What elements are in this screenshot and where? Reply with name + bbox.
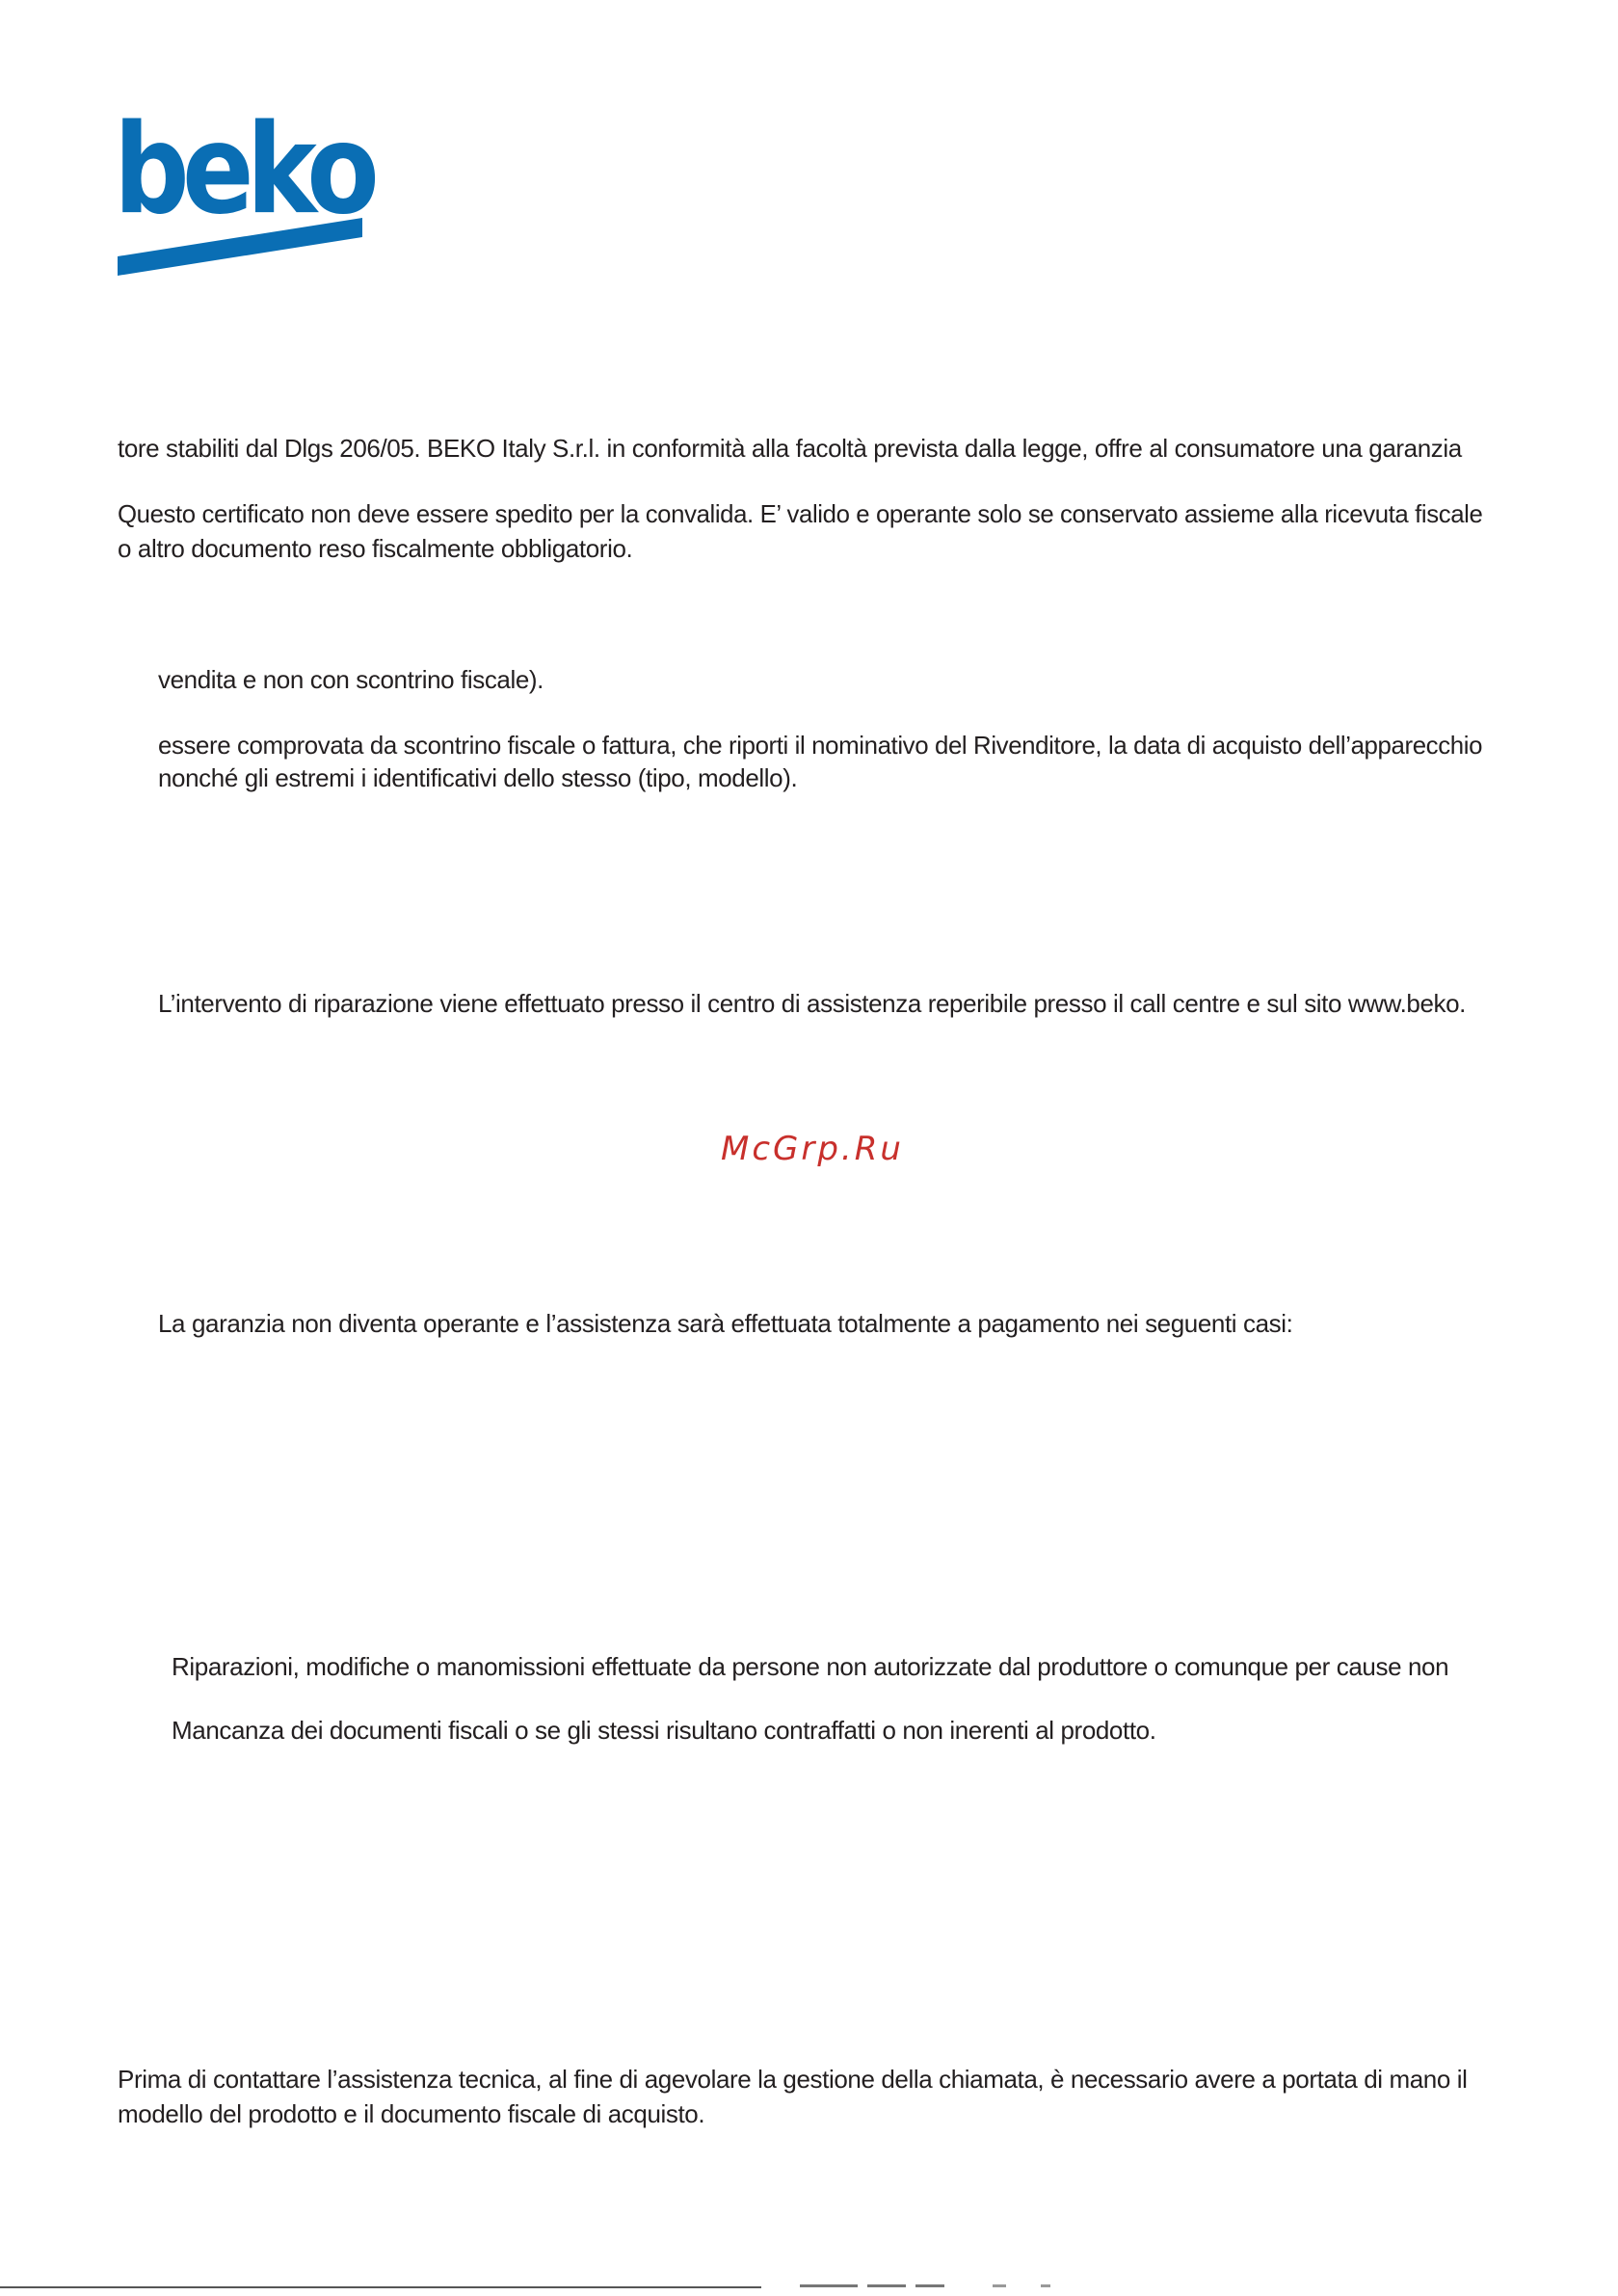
beko-logo-wordmark: beko	[114, 98, 376, 242]
bottom-divider	[0, 2286, 761, 2288]
paragraph-sale-receipt: vendita e non con scontrino fiscale).	[158, 665, 544, 694]
paragraph-contact-line-1: Prima di contattare l’assistenza tecnica, al fine di agevolare la gestione della chiamata, è necessario avere a portata di mano il	[118, 2065, 1468, 2094]
watermark: McGrp.Ru	[721, 1130, 904, 1168]
paragraph-certificate-line-1: Questo certificato non deve essere spedito per la convalida. E’ valido e operante solo se conservato assieme alla ricevuta fiscale	[118, 499, 1483, 528]
paragraph-proof-line-1: essere comprovata da scontrino fiscale o fattura, che riporti il nominativo del Rivenditore, la data di acquisto dell’apparecchio	[158, 731, 1483, 760]
paragraph-paid-assistance: La garanzia non diventa operante e l’assistenza sarà effettuata totalmente a pagamento nei seguenti casi:	[158, 1309, 1293, 1338]
paragraph-repair-service: L’intervento di riparazione viene effettuato presso il centro di assistenza reperibile presso il call centre e sul sito www.beko.	[158, 989, 1466, 1018]
bottom-cropped-marks	[800, 2283, 1070, 2288]
paragraph-proof-line-2: nonché gli estremi i identificativi dello stesso (tipo, modello).	[158, 763, 798, 792]
paragraph-guarantee-intro: tore stabiliti dal Dlgs 206/05. BEKO Italy S.r.l. in conformità alla facoltà prevista dalla legge, offre al consumatore una garanzia	[118, 434, 1462, 463]
paragraph-contact-line-2: modello del prodotto e il documento fiscale di acquisto.	[118, 2099, 705, 2128]
paragraph-unauthorized-repairs: Riparazioni, modifiche o manomissioni effettuate da persone non autorizzate dal produttore o comunque per cause non	[172, 1652, 1449, 1681]
beko-logo	[114, 98, 376, 275]
paragraph-certificate-line-2: o altro documento reso fiscalmente obbligatorio.	[118, 534, 633, 563]
paragraph-missing-documents: Mancanza dei documenti fiscali o se gli stessi risultano contraffatti o non inerenti al prodotto.	[172, 1716, 1156, 1745]
